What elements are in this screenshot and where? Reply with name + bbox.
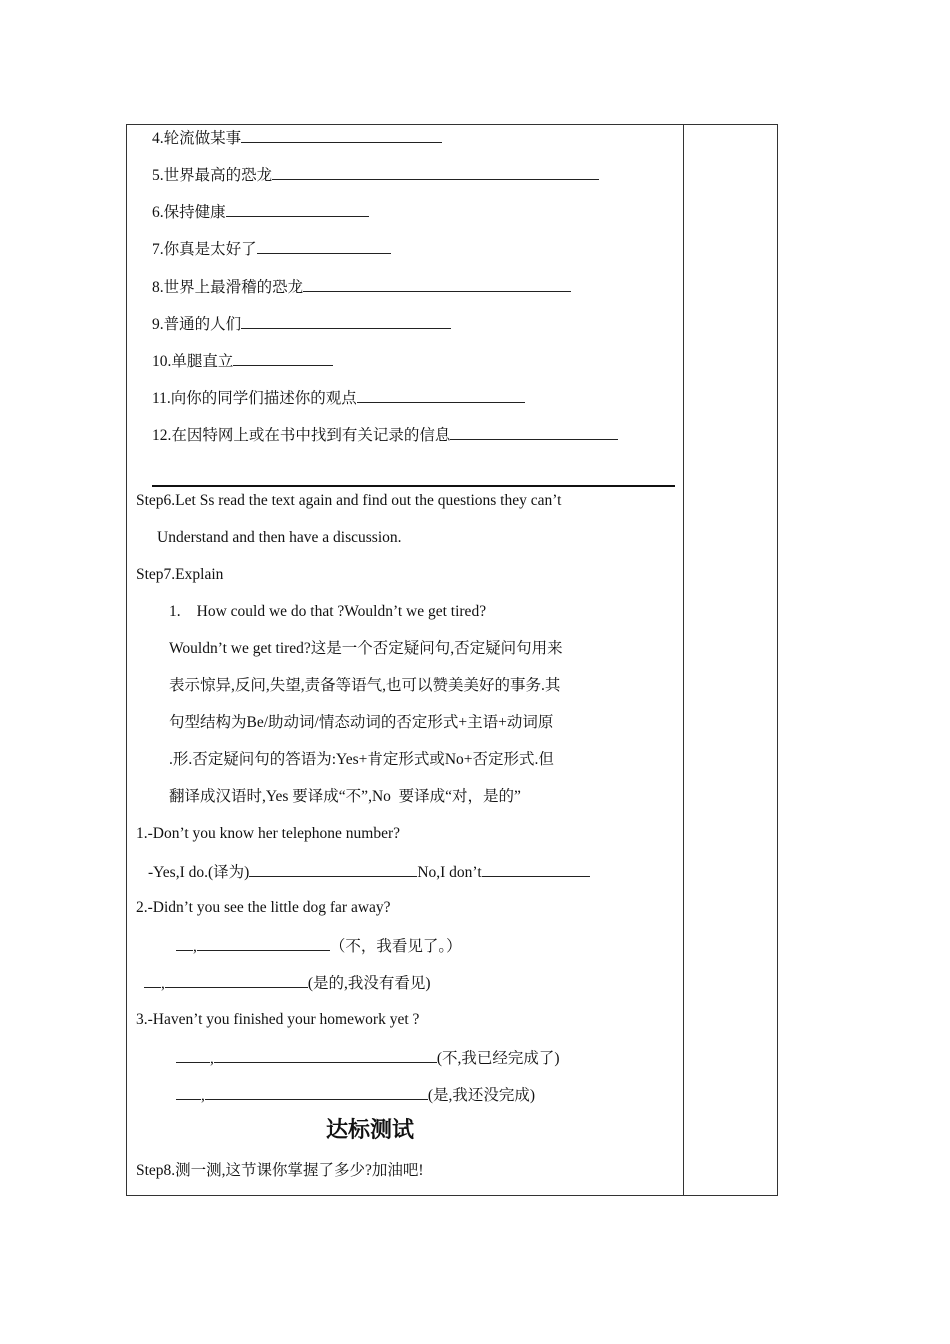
vocab-item — [152, 127, 442, 149]
answer-blank[interactable] — [257, 238, 391, 254]
vocab-item-label: 4.轮流做某事 — [152, 130, 242, 147]
question-3: 3.-Haven’t you finished your homework yet ? — [136, 1011, 420, 1028]
question-1-answers — [148, 861, 590, 883]
answer-no-label: No,I don’t — [417, 864, 482, 881]
answer-yes-label: -Yes,I do.(译为) — [148, 864, 250, 881]
step8-text: Step8.测一测,这节课你掌握了多少?加油吧! — [136, 1162, 424, 1179]
explanation-line: 句型结构为Be/助动词/情态动词的否定形式+主语+动词原 — [169, 714, 554, 731]
answer-blank[interactable] — [205, 1084, 428, 1100]
explanation-line: 表示惊异,反问,失望,责备等语气,也可以赞美美好的事务.其 — [169, 677, 561, 694]
step6-line2: Understand and then have a discussion. — [157, 529, 402, 546]
step7-title: Step7.Explain — [136, 566, 224, 583]
section-divider — [152, 485, 675, 487]
answer-blank[interactable] — [241, 313, 451, 329]
explanation-line: .形.否定疑问句的答语为:Yes+肯定形式或No+否定形式.但 — [169, 751, 554, 768]
vocab-item — [152, 424, 618, 446]
question-2-answer-a: , （不，我看见了。） — [176, 935, 462, 957]
answer-blank[interactable] — [176, 935, 193, 951]
vocab-item-label: 12.在因特网上或在书中找到有关记录的信息 — [152, 427, 451, 444]
answer-blank[interactable] — [249, 861, 417, 877]
question-2-answer-b: , (是的,我没有看见) — [144, 972, 431, 994]
answer-note: (不,我已经完成了) — [436, 1050, 560, 1067]
question-3-answer-a: , (不,我已经完成了) — [176, 1047, 560, 1069]
vocab-item — [152, 313, 451, 335]
question-3-answer-b: , (是,我还没完成) — [176, 1084, 535, 1106]
answer-blank[interactable] — [233, 350, 333, 366]
answer-blank[interactable] — [482, 861, 590, 877]
section-heading: 达标测试 — [326, 1118, 415, 1143]
answer-blank[interactable] — [241, 127, 442, 143]
vocab-item-label: 11.向你的同学们描述你的观点 — [152, 390, 357, 407]
explanation-line: 翻译成汉语时,Yes 要译成“不”,No 要译成“对，是的” — [169, 788, 521, 805]
answer-blank[interactable] — [197, 935, 330, 951]
vocab-item — [152, 350, 333, 372]
vocab-item — [152, 387, 525, 409]
question-1: 1.-Don’t you know her telephone number? — [136, 825, 401, 842]
answer-blank[interactable] — [450, 424, 618, 440]
vocab-item-label: 10.单腿直立 — [152, 353, 234, 370]
answer-blank[interactable] — [176, 1047, 210, 1063]
question-2: 2.-Didn’t you see the little dog far away? — [136, 899, 391, 916]
answer-note: （不，我看见了。） — [329, 938, 462, 955]
step6-line1: Step6.Let Ss read the text again and find out the questions they can’t — [136, 492, 562, 509]
point-text: How could we do that ?Wouldn’t we get tired? — [196, 603, 487, 620]
vocab-item-label: 8.世界上最滑稽的恐龙 — [152, 279, 304, 296]
vocab-item — [152, 238, 391, 260]
answer-blank[interactable] — [214, 1047, 437, 1063]
answer-blank[interactable] — [176, 1084, 201, 1100]
answer-blank[interactable] — [165, 972, 308, 988]
answer-blank[interactable] — [144, 972, 161, 988]
answer-blank[interactable] — [272, 164, 599, 180]
step7-point — [169, 602, 486, 622]
answer-note: (是,我还没完成) — [427, 1087, 536, 1104]
answer-blank[interactable] — [357, 387, 525, 403]
vocab-item — [152, 201, 369, 223]
answer-note: (是的,我没有看见) — [307, 975, 431, 992]
explanation-line: Wouldn’t we get tired?这是一个否定疑问句,否定疑问句用来 — [169, 640, 563, 657]
answer-blank[interactable] — [303, 276, 571, 292]
vocab-item — [152, 164, 599, 186]
vocab-item-label: 9.普通的人们 — [152, 316, 242, 333]
vocab-item-label: 6.保持健康 — [152, 204, 226, 221]
vocab-item-label: 5.世界最高的恐龙 — [152, 167, 273, 184]
point-number: 1. — [169, 603, 181, 620]
table-column-divider — [683, 124, 684, 1196]
vocab-item — [152, 276, 571, 298]
vocab-item-label: 7.你真是太好了 — [152, 241, 257, 258]
answer-blank[interactable] — [226, 201, 369, 217]
